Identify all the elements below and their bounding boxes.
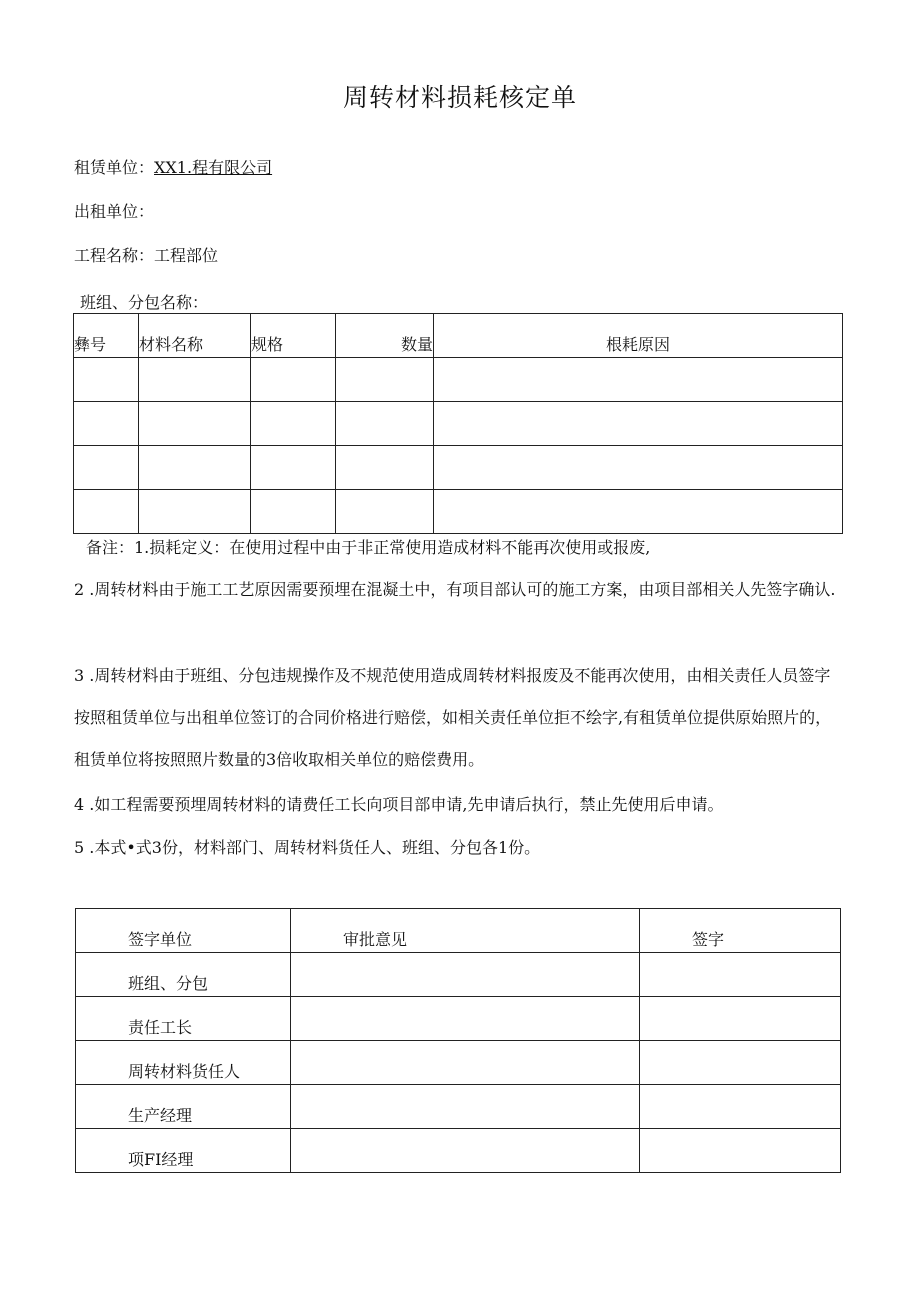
table-cell[interactable] — [336, 490, 434, 534]
approval-cell[interactable] — [291, 1041, 640, 1085]
signature-cell[interactable] — [640, 1129, 841, 1173]
approval-cell[interactable] — [291, 997, 640, 1041]
header-spec: 规格 — [251, 314, 336, 358]
sign-unit-team: 班组、分包 — [76, 953, 291, 997]
lessee-value: XX1.程有限公司 — [154, 158, 273, 177]
table-cell[interactable] — [336, 402, 434, 446]
lessor-field — [74, 199, 154, 222]
signature-row — [76, 1085, 841, 1129]
material-table — [73, 313, 843, 534]
signature-table-header — [76, 909, 841, 953]
table-cell[interactable] — [434, 490, 843, 534]
header-loss-reason: 根耗原因 — [434, 314, 843, 358]
table-cell[interactable] — [434, 402, 843, 446]
signature-row — [76, 997, 841, 1041]
document-title: 周转材料损耗核定单 — [342, 83, 577, 112]
signature-row — [76, 1129, 841, 1173]
sign-unit-foreman: 责任工长 — [76, 997, 291, 1041]
project-label: 工程名称： — [74, 246, 155, 265]
approval-cell[interactable] — [291, 953, 640, 997]
table-cell[interactable] — [251, 402, 336, 446]
signature-cell[interactable] — [640, 953, 841, 997]
note-item-5: 5 .本式•式3份，材料部门、周转材料货任人、班组、分包各1份。 — [74, 838, 541, 857]
signature-row — [76, 953, 841, 997]
table-cell[interactable] — [74, 358, 139, 402]
sign-unit-material-manager: 周转材料货任人 — [76, 1041, 291, 1085]
header-approval-opinion: 审批意见 — [291, 909, 640, 953]
table-cell[interactable] — [251, 490, 336, 534]
note-item-2: 2 .周转材料由于施工工艺原因需要预埋在混凝土中，有项目部认可的施工方案，由项目部相关人先签字确认. — [74, 580, 836, 599]
table-cell[interactable] — [434, 446, 843, 490]
header-material-name: 材料名称 — [139, 314, 251, 358]
header-signature: 签字 — [640, 909, 841, 953]
lessor-label: 出租单位： — [74, 202, 155, 221]
note-item-3: 3 .周转材料由于班组、分包违规操作及不规范使用造成周转材料报废及不能再次使用，由相关责任人员签字按照租赁单位与出租单位签订的合同价格进行赔偿，如相关责任单位拒不绘字,有租赁单位提供原始照片的，租赁单位将按照照片数量的3倍收取相关单位的赔偿费用。 — [74, 666, 832, 769]
team-label: 班组、分包名称： — [80, 293, 209, 312]
table-cell[interactable] — [336, 358, 434, 402]
note-definition: 备注：1.损耗定义：在使用过程中由于非正常使用造成材料不能再次使用或报废, — [86, 538, 651, 557]
table-row — [74, 358, 843, 402]
lessee-field — [74, 155, 272, 178]
table-cell[interactable] — [74, 490, 139, 534]
signature-cell[interactable] — [640, 997, 841, 1041]
header-quantity: 数量 — [336, 314, 434, 358]
signature-table — [75, 908, 841, 1173]
header-sign-unit: 签字单位 — [76, 909, 291, 953]
table-cell[interactable] — [139, 490, 251, 534]
signature-cell[interactable] — [640, 1085, 841, 1129]
table-cell[interactable] — [139, 402, 251, 446]
table-cell[interactable] — [251, 358, 336, 402]
table-row — [74, 446, 843, 490]
table-cell[interactable] — [139, 446, 251, 490]
table-cell[interactable] — [74, 402, 139, 446]
table-row — [74, 490, 843, 534]
table-row — [74, 402, 843, 446]
table-cell[interactable] — [74, 446, 139, 490]
material-table-header — [74, 314, 843, 358]
table-cell[interactable] — [336, 446, 434, 490]
signature-row — [76, 1041, 841, 1085]
lessee-label: 租赁单位： — [74, 158, 155, 177]
table-cell[interactable] — [251, 446, 336, 490]
sign-unit-project-manager: 项FI经理 — [76, 1129, 291, 1173]
table-cell[interactable] — [434, 358, 843, 402]
project-field — [74, 243, 218, 266]
header-serial: 彝号 — [74, 314, 139, 358]
signature-cell[interactable] — [640, 1041, 841, 1085]
table-cell[interactable] — [139, 358, 251, 402]
approval-cell[interactable] — [291, 1085, 640, 1129]
project-value: 工程部位 — [154, 246, 219, 265]
note-item-4: 4 .如工程需要预埋周转材料的请费任工长向项目部申请,先申请后执行，禁止先使用后申请。 — [74, 795, 724, 814]
approval-cell[interactable] — [291, 1129, 640, 1173]
sign-unit-production-manager: 生产经理 — [76, 1085, 291, 1129]
